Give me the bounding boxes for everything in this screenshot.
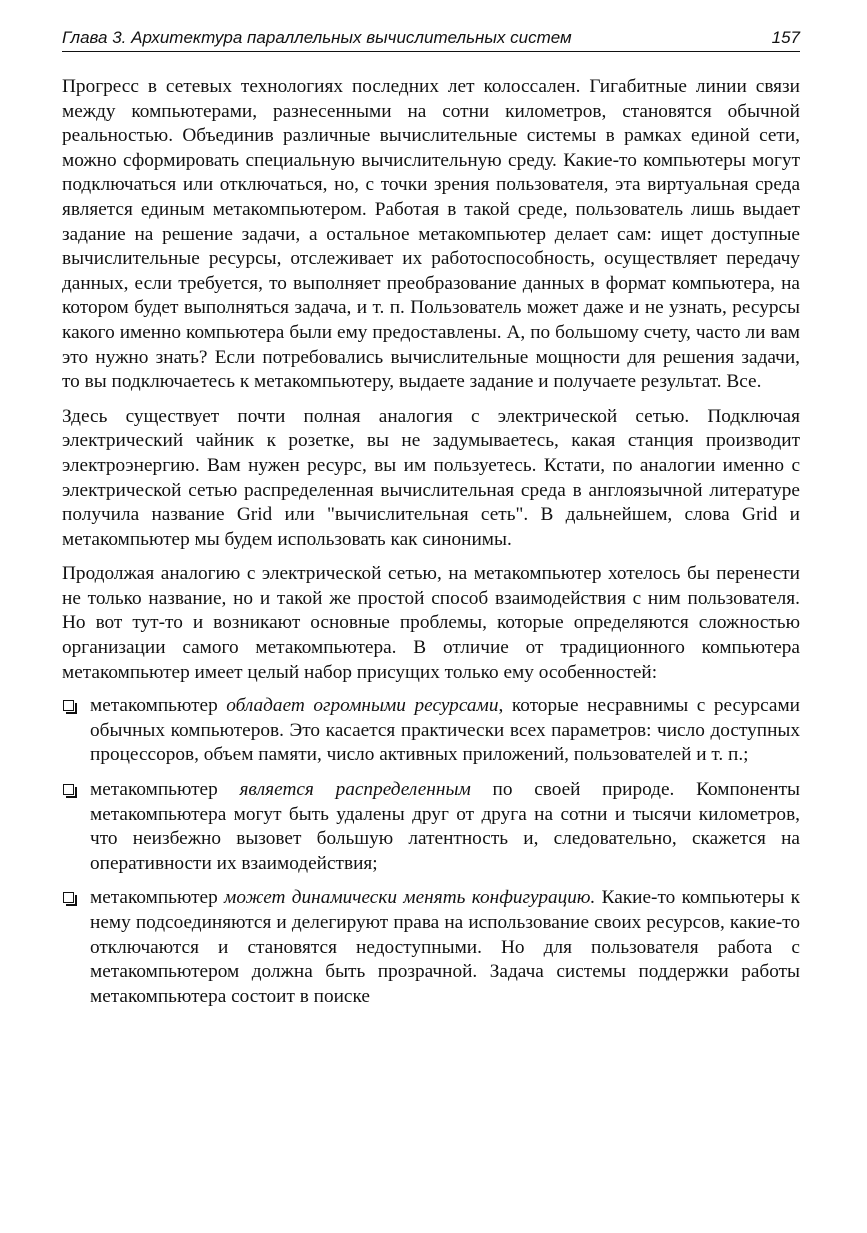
item-lead: метакомпьютер: [90, 887, 225, 909]
paragraph: Прогресс в сетевых технологиях последних лет колоссален. Гигабитные линии связи между компьютерами, разнесенными на сотни километров, становятся обычной реальностью. Объединив различные вычислительные системы в рамках единой сети, можно сформировать специальную вычислительную среду. Какие-то компьютеры могут подключаться или отключаться, но, с точки зрения пользователя, эта виртуальная среда является единым метакомпьютером. Работая в такой среде, пользователь лишь выдает задание на решение задачи, а остальное метакомпьютер делает сам: ищет доступные вычислительные ресурсы, отслеживает их работоспособность, осуществляет передачу данных, если требуется, то выполняет преобразование данных в формат компьютера, на котором будет выполняться задача, и т. п. Пользователь может даже и не узнать, ресурсы какого именно компьютера были ему предоставлены. А, по большому счету, часто ли вам это нужно знать? Если потребовались вычислительные мощности для решения задачи, то вы подключаетесь к метакомпьютеру, выдаете задание и получаете результат. Все.: [62, 76, 800, 393]
checkbox-bullet-icon: [63, 784, 74, 795]
book-page: [62, 28, 800, 1009]
running-head: [62, 28, 800, 52]
checkbox-bullet-icon: [63, 700, 74, 711]
paragraph: Здесь существует почти полная аналогия с электрической сетью. Подключая электрический чайник к розетке, вы не задумываетесь, какая станция производит электроэнергию. Вам нужен ресурс, вы им пользуетесь. Кстати, по аналогии именно с электрической сетью распределенная вычислительная среда в англоязычной литературе получила название Grid или "вычислительная сеть". В дальнейшем, слова Grid и метакомпьютер мы будем использовать как синонимы.: [62, 405, 800, 550]
item-text: по своей природе. Компоненты метакомпьютера могут быть удалены друг от друга на сотни и тысячи километров, что неизбежно вызовет большую латентность и, следовательно, скажется на оперативности их взаимодействия;: [90, 779, 800, 874]
item-text: , которые несравнимы с ресурсами обычных компьютеров. Это касается практически всех параметров: число доступных процессоров, объем памяти, число активных приложений, пользователей и т. п.;: [90, 695, 800, 766]
chapter-title: Глава 3. Архитектура параллельных вычислительных систем: [62, 28, 572, 47]
body-text: [62, 75, 800, 1009]
checkbox-bullet-icon: [63, 892, 74, 903]
bullet-list: [62, 694, 800, 1009]
paragraph: Продолжая аналогию с электрической сетью, на метакомпьютер хотелось бы перенести не только название, но и такой же простой способ взаимодействия с ним пользователя. Но вот тут-то и возникают основные проблемы, которые определяются сложностью организации самого метакомпьютера. В отличие от традиционного компьютера метакомпьютер имеет целый набор присущих только ему особенностей:: [62, 563, 800, 683]
item-text: Какие-то компьютеры к нему подсоединяются и делегируют права на использование своих ресурсов, какие-то отключаются и становятся недоступными. Но для пользователя работа с метакомпьютером должна быть прозрачной. Задача системы поддержки работы метакомпьютера состоит в поиске: [90, 887, 800, 1007]
list-item: [62, 886, 800, 1009]
list-item: [62, 694, 800, 768]
item-lead: метакомпьютер: [90, 695, 227, 717]
page-number: 157: [771, 28, 800, 47]
item-lead: метакомпьютер: [90, 779, 240, 801]
item-emphasis: обладает огромными ресурсами: [226, 695, 499, 717]
list-item: [62, 778, 800, 876]
item-emphasis: является распределенным: [239, 779, 471, 801]
item-emphasis: может динамически менять конфигурацию.: [224, 887, 596, 909]
